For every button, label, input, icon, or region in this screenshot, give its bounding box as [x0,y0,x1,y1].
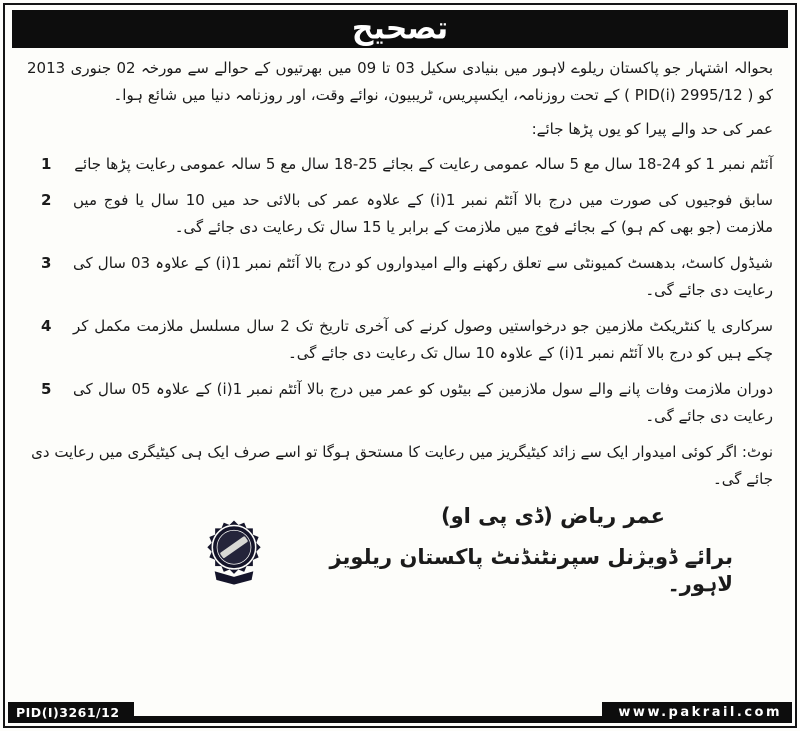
lead-line: عمر کی حد والے پیرا کو یوں پڑھا جائے: [531,120,773,138]
website-link[interactable]: www.pakrail.com [602,702,792,723]
footer-strip [8,702,792,723]
item-text: آئٹم نمبر 1 کو 24-18 سال مع 5 سالہ عمومی رعایت کے بجائے 25-18 سال مع 5 سالہ عمومی رعایت پڑھا جائے [74,155,773,173]
item-number: 3 [41,254,52,272]
railways-crest-icon [201,514,267,588]
correction-item-5 [27,376,773,430]
correction-item-1 [27,151,773,178]
item-text: شیڈول کاسٹ، بدھسٹ کمیونٹی سے تعلق رکھنے والے امیدواروں کو درج بالا آئٹم نمبر 1(i) کے علاوہ 03 سال کی رعایت دی جائے گی۔ [73,254,773,299]
signatory-name: عمر ریاض (ڈی پی او) [440,504,666,528]
note-line: نوٹ: اگر کوئی امیدوار ایک سے زائد کیٹیگریز میں رعایت کا مستحق ہوگا تو اسے صرف ایک ہی کیٹیگری میں رعایت دی جائے گی۔ [31,443,773,488]
title-banner [12,10,788,48]
ad-body [27,55,773,700]
item-text: سرکاری یا کنٹریکٹ ملازمین جو درخواستیں وصول کرنے کی آخری تاریخ تک 2 سال مسلسل ملازمت مکمل کر چکے ہیں کو درج بالا آئٹم نمبر 1(i) کے علاوہ 10 سال تک رعایت دی جائے گی۔ [73,317,773,362]
footer-divider [134,716,603,723]
correction-item-3 [27,250,773,304]
item-number: 4 [41,317,52,335]
correction-items-list [27,151,773,430]
intro-paragraph: بحوالہ اشتہار جو پاکستان ریلوے لاہور میں بنیادی سکیل 03 تا 09 میں بھرتیوں کے حوالے سے مورخہ 02 جنوری 2013 کو ( PID(i) 2995/12 ) کے تحت روزنامہ، ایکسپریس، ٹریبیون، نوائے وقت، اور روزنامہ دنیا میں شائع ہوا۔ [27,59,773,104]
page-title: تصحیح [351,10,449,47]
item-number: 1 [41,155,52,173]
item-number: 2 [41,191,52,209]
item-text: سابق فوجیوں کی صورت میں درج بالا آئٹم نمبر 1(i) کے علاوہ عمر کی بالائی حد میں 10 سال یا فوج میں ملازمت (جو بھی کم ہو) کے بجائے فوج میں ملازمت کے برابر یا 15 سال تک رعایت دی جائے گی۔ [73,191,774,236]
pid-number: PID(I)3261/12 [8,702,134,723]
correction-item-4 [27,313,773,367]
signatory [293,503,733,598]
item-text: دوران ملازمت وفات پانے والے سول ملازمین کے بیٹوں کو عمر میں درج بالا آئٹم نمبر 1(i) کے علاوہ 05 سال کی رعایت دی جائے گی۔ [73,380,774,425]
signatory-title: برائے ڈویژنل سپرنٹنڈنٹ پاکستان ریلویز لاہور۔ [329,545,733,596]
signature-block [27,503,733,598]
item-number: 5 [41,380,52,398]
correction-item-2 [27,187,773,241]
border-frame [3,3,797,728]
